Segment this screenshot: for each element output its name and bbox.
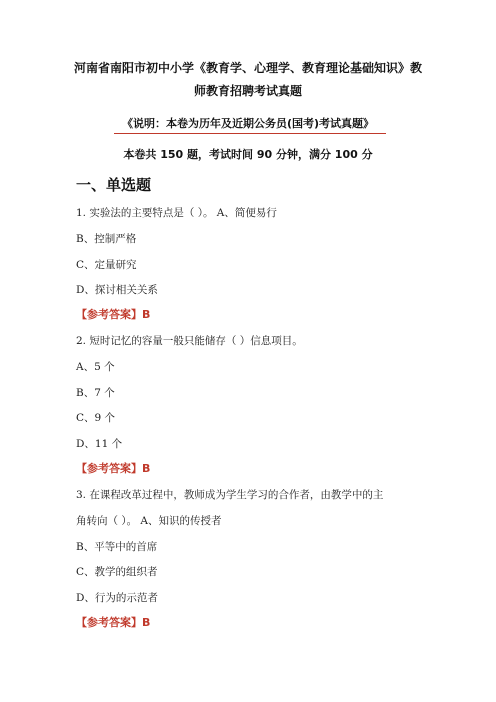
question-2-stem: 2. 短时记忆的容量一般只能储存（ ）信息项目。 xyxy=(76,335,303,347)
question-2-option-d: D、11 个 xyxy=(76,438,123,450)
question-3-option-b: B、平等中的首席 xyxy=(76,541,158,553)
question-2-answer: 【参考答案】B xyxy=(76,462,151,475)
note-underline xyxy=(114,133,386,134)
question-3-option-c: C、教学的组织者 xyxy=(76,566,158,578)
document-title-line-1: 河南省南阳市初中小学《教育学、心理学、教育理论基础知识》教 xyxy=(73,61,422,75)
question-1-option-d: D、探讨相关关系 xyxy=(76,284,158,296)
section-heading: 一、单选题 xyxy=(76,176,152,194)
question-2-option-b: B、7 个 xyxy=(76,387,115,399)
question-3-answer: 【参考答案】B xyxy=(76,616,151,629)
question-1-answer: 【参考答案】B xyxy=(76,308,151,321)
exam-summary: 本卷共 150 题，考试时间 90 分钟，满分 100 分 xyxy=(123,148,373,161)
question-1-option-b: B、控制严格 xyxy=(76,233,137,245)
question-3-stem-line-2: 角转向（ ）。 A、知识的传授者 xyxy=(76,515,222,527)
question-1-option-c: C、定量研究 xyxy=(76,259,137,271)
question-2-option-c: C、9 个 xyxy=(76,412,116,424)
question-3-option-d: D、行为的示范者 xyxy=(76,592,158,604)
question-1-stem: 1. 实验法的主要特点是（ ）。 A、简便易行 xyxy=(76,207,277,219)
question-3-stem-line-1: 3. 在课程改革过程中，教师成为学生学习的合作者，由教学中的主 xyxy=(76,489,384,501)
document-title-line-2: 师教育招聘考试真题 xyxy=(193,84,302,98)
question-2-option-a: A、5 个 xyxy=(76,361,115,373)
exam-note: 《说明：本卷为历年及近期公务员(国考)考试真题》 xyxy=(121,117,375,130)
